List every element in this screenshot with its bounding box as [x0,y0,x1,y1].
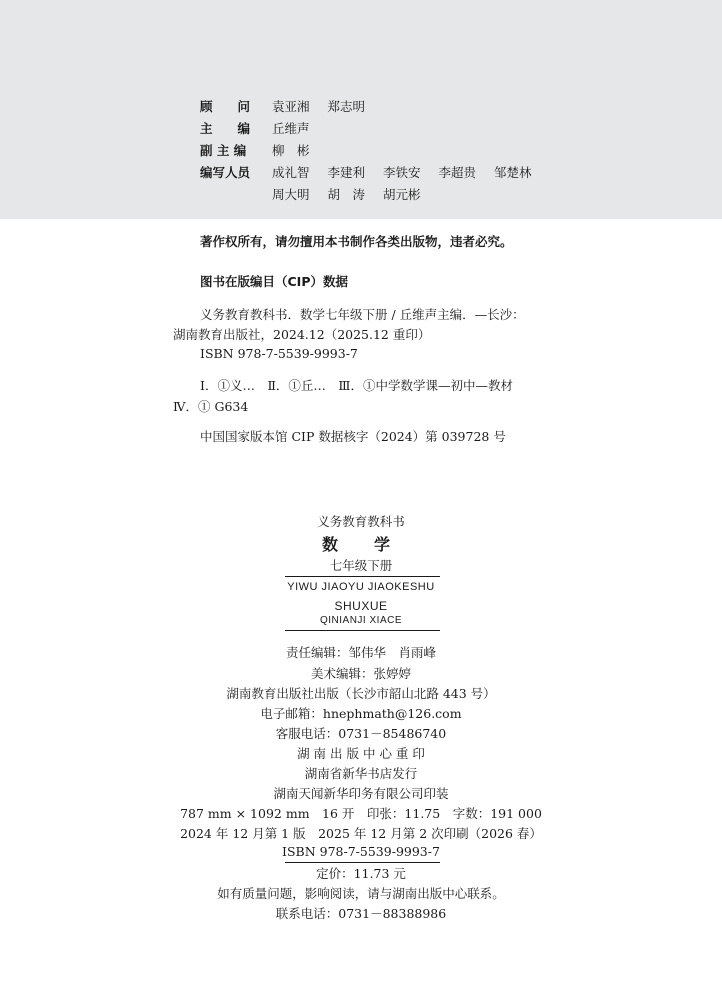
credit-role: 编写人员 [200,165,251,180]
contact-phone: 联系电话：0731－88388986 [275,906,447,921]
cip-description-line1: 义务教育教科书．数学七年级下册 / 丘维声主编．—长沙： [200,307,525,322]
credit-row-advisor [200,96,379,118]
credit-role: 顾 问 [200,99,251,114]
credit-row-chief-editor [200,118,324,140]
colophon-isbn: ISBN 978-7-5539-9993-7 [282,844,440,859]
cip-classification-line1: Ⅰ．①义… Ⅱ．①丘… Ⅲ．①中学数学课—初中—教材 [200,378,513,393]
credit-name: 胡 涛 [327,187,365,202]
credit-name: 成礼智 [271,165,310,180]
series-name: 义务教育教科书 [317,514,405,529]
book-title: 数 学 [321,535,400,554]
pinyin-title: SHUXUE [334,599,388,613]
printer: 湖南天闻新华印务有限公司印装 [273,786,449,801]
print-specs: 787 mm × 1092 mm 16 开 印张：11.75 字数：191 000 [180,806,542,821]
credit-name: 郑志明 [327,99,365,114]
pinyin-volume: QINIANJI XIACE [319,615,402,626]
divider-top [285,576,440,577]
edition-info: 2024 年 12 月第 1 版 2025 年 12 月第 2 次印刷（2026 春） [180,826,542,841]
service-phone: 客服电话：0731－85486740 [275,726,447,741]
cip-record-number: 中国国家版本馆 CIP 数据核字（2024）第 039728 号 [200,429,506,444]
credit-name: 胡元彬 [382,187,421,202]
credit-name: 李建利 [327,165,365,180]
credit-name: 李铁安 [382,165,421,180]
cip-description-line2: 湖南教育出版社，2024.12（2025.12 重印） [173,327,431,342]
cip-isbn: ISBN 978-7-5539-9993-7 [200,346,358,361]
credit-name: 邹楚林 [493,165,532,180]
responsible-editor: 责任编辑：邹伟华 肖雨峰 [285,645,436,660]
pinyin-series: YIWU JIAOYU JIAOKESHU [287,581,435,593]
credit-role: 副 主 编 [200,143,247,158]
credit-role: 主 编 [200,121,251,136]
divider-bottom [285,630,440,631]
credit-row-deputy-editor [200,140,324,162]
credit-name: 柳 彬 [271,143,310,158]
publisher: 湖南教育出版社出版（长沙市韶山北路 443 号） [226,686,496,701]
reprint-center: 湖 南 出 版 中 心 重 印 [297,746,425,761]
distributor: 湖南省新华书店发行 [304,766,418,781]
copyright-notice: 著作权所有，请勿擅用本书制作各类出版物，违者必究。 [200,234,513,249]
cip-classification-line2: Ⅳ．① G634 [173,399,249,414]
art-editor: 美术编辑：张婷婷 [310,666,411,681]
credit-name: 李超贵 [438,165,476,180]
credit-row-writers-cont [200,184,435,206]
credit-name: 丘维声 [271,121,310,136]
credit-name: 袁亚湘 [271,99,310,114]
isbn-underline [285,862,440,863]
cip-heading: 图书在版编目（CIP）数据 [200,274,348,289]
quality-notice: 如有质量问题，影响阅读，请与湖南出版中心联系。 [217,886,505,901]
credit-row-writers [200,162,546,184]
volume-name: 七年级下册 [329,558,393,573]
credit-name: 周大明 [271,187,310,202]
price: 定价：11.73 元 [316,866,406,881]
email: 电子邮箱：hnephmath@126.com [260,706,462,721]
